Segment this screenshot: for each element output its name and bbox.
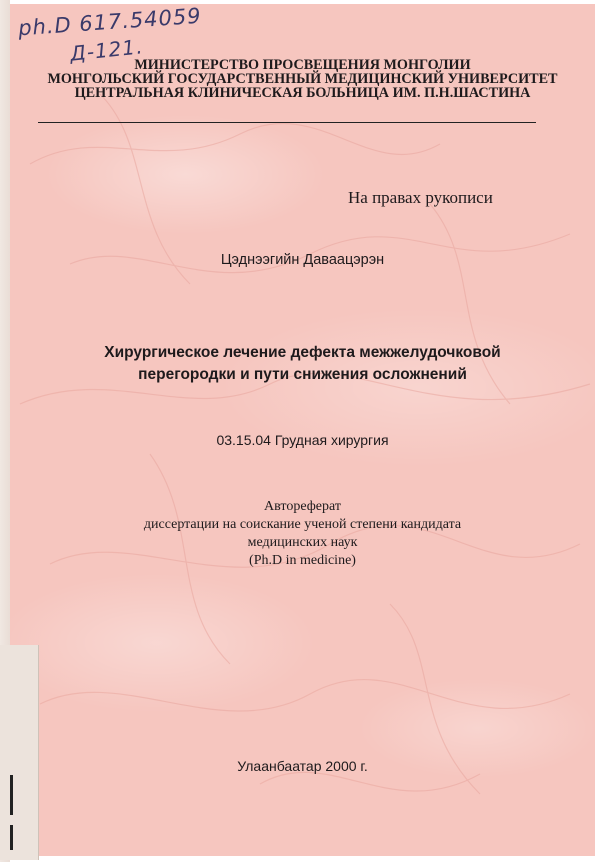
title-line: Хирургическое лечение дефекта межжелудочковой: [104, 344, 501, 361]
specialty-code: 03.15.04 Грудная хирургия: [216, 432, 389, 448]
hospital-name: ЦЕНТРАЛЬНАЯ КЛИНИЧЕСКАЯ БОЛЬНИЦА ИМ. П.Н.ШАСТИНА: [74, 85, 531, 101]
author-name: Цэднээгийн Даваацэрэн: [220, 252, 385, 268]
institution-header: [30, 58, 575, 100]
document-cover: [10, 4, 595, 856]
abstract-heading: Автореферат: [264, 499, 341, 514]
title-line: перегородки и пути снижения осложнений: [138, 366, 467, 383]
barcode-mark: [10, 825, 13, 850]
handwritten-shelf-code: Д-121.: [68, 34, 145, 66]
handwritten-catalog-number: ph.D 617.54059: [17, 4, 203, 41]
manuscript-rights: На правах рукописи: [348, 188, 493, 207]
library-spine-label: [0, 645, 39, 860]
abstract-block: [10, 498, 595, 570]
ministry-name: МИНИСТЕРСТВО ПРОСВЕЩЕНИЯ МОНГОЛИИ: [134, 57, 471, 73]
dissertation-title: [10, 342, 595, 386]
city-year: Улаанбаатар 2000 г.: [237, 758, 368, 774]
abstract-line: диссертации на соискание ученой степени кандидата: [143, 517, 462, 532]
barcode-mark: [10, 775, 13, 815]
abstract-line: медицинских наук: [247, 535, 358, 550]
marbled-texture: [10, 4, 595, 856]
header-divider: [38, 122, 536, 123]
abstract-line: (Ph.D in medicine): [249, 553, 356, 568]
university-name: МОНГОЛЬСКИЙ ГОСУДАРСТВЕННЫЙ МЕДИЦИНСКИЙ УНИВЕРСИТЕТ: [47, 71, 558, 87]
